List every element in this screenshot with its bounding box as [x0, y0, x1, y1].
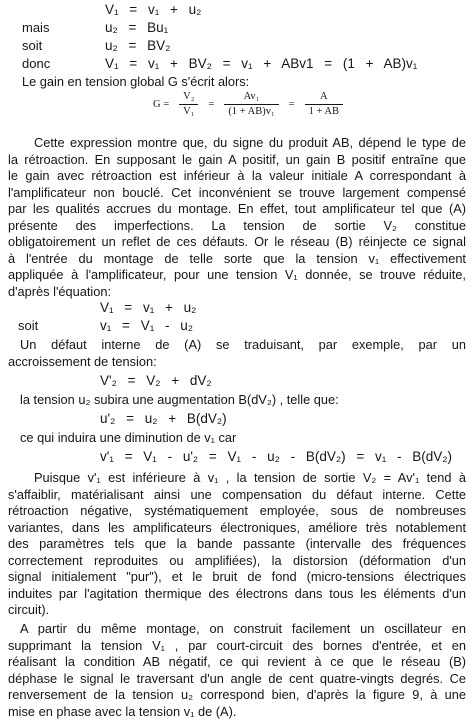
paragraph-line: correctement reproduites ou amplifiées), la distorsion (déformation d'un — [8, 552, 466, 568]
paragraph-line: supprimant la tension V₁ , par court-circuit des bornes d'entrée, et en — [8, 637, 466, 653]
paragraph-line: accroissement de tension: — [8, 353, 157, 369]
paragraph-line: renversement de la tension u₂ correspond bien, d'après la figure 9, à une — [8, 687, 466, 702]
paragraph-line: Un défaut interne de (A) se traduisant, par exemple, par un — [20, 337, 466, 352]
equation-input-voltage: V₁ = v₁ + u₂ — [105, 2, 202, 17]
equation-feedback-increase: u'₂ = u₂ + B(dV₂) — [100, 411, 227, 426]
paragraph-line: le gain avec rétroaction est inférieur à la valeur initiale A correspondant à — [8, 168, 466, 183]
paragraph-line: appliquée à l'amplificateur, pour une tension V₁ donnée, se trouve réduite, — [8, 267, 466, 282]
paragraph-line: d'après l'équation: — [8, 283, 112, 299]
paragraph-line: mise en phase avec la tension v₁ de (A). — [8, 703, 237, 719]
paragraph-line: par les qualités accrues du montage. En effet, tout amplificateur tel que (A) — [8, 201, 466, 216]
paragraph-line: A partir du même montage, on construit facilement un oscillateur en — [20, 621, 466, 636]
paragraph-line: circuit). — [8, 602, 50, 617]
paragraph-line: l'amplificateur non bouclé. Cet inconvénient se trouve largement compensé — [8, 184, 466, 200]
equation-effective-input: v₁ = V₁ - u₂ — [100, 318, 193, 333]
fraction-denominator: (1 + AB)v₁ — [228, 105, 275, 117]
equation-input-decrease: v'₁ = V₁ - u'₂ = V₁ - u₂ - B(dV₂) = v₁ - B(dV₂) — [100, 449, 453, 464]
fraction-numerator: A — [305, 91, 343, 105]
fraction-output-over-input — [179, 91, 198, 118]
formula-lhs: G = — [153, 98, 170, 110]
paragraph-line: des paramètres tels que la bande passante (intervalle des fréquences — [8, 536, 466, 551]
label-mais: mais — [22, 20, 50, 35]
paragraph-line: rétroaction négative, systématiquement employée, sous de nombreuses — [8, 503, 466, 518]
paragraph-line: variantes, dans les amplificateurs électroniques, améliore très notablement — [8, 519, 466, 535]
paragraph-negative-feedback — [8, 470, 466, 619]
formula-equals: = — [208, 98, 215, 110]
feedback-increase-text: la tension u₂ subira une augmentation B(dV₂) , telle que: — [20, 392, 339, 407]
equation-input-voltage-repeat: V₁ = v₁ + u₂ — [100, 300, 197, 315]
paragraph-line: réalisant la condition AB négatif, ce qui revient à ce que le réseau (B) — [8, 654, 466, 669]
paragraph-line: présente des imperfections. La tension de sortie V₂ constitue — [8, 217, 466, 233]
paragraph-line: induites par l'agitation thermique des électrons dans tous les éléments d'un — [8, 585, 466, 601]
label-donc: donc — [22, 56, 51, 71]
fraction-simplified — [305, 91, 343, 118]
paragraph-line: Cette expression montre que, du signe du produit AB, dépend le type de — [34, 135, 466, 150]
fraction-numerator: V₂ — [179, 91, 198, 105]
formula-equals: = — [288, 98, 295, 110]
label-soit: soit — [18, 318, 39, 333]
label-soit: soit — [22, 38, 43, 53]
paragraph-oscillator — [8, 621, 466, 720]
fraction-numerator: Av₁ — [224, 91, 278, 105]
paragraph-feedback-type — [8, 135, 466, 300]
paragraph-line: la rétroaction. En supposant le gain A positif, un gain B positif entraîne que — [8, 151, 466, 167]
paragraph-line: obligatoirement un reflet de ces défauts. Or le réseau (B) réinjecte ce signal — [8, 234, 466, 249]
equation-feedback-output: u₂ = BV₂ — [105, 38, 171, 53]
paragraph-defect — [8, 337, 466, 370]
gain-formula — [150, 89, 350, 119]
equation-feedback-voltage: u₂ = Bu₁ — [105, 20, 169, 35]
paragraph-line: à l'entrée du montage de telle sorte que la tension v₁ effectivement — [8, 250, 466, 266]
input-decrease-text: ce qui induira une diminution de v₁ car — [20, 430, 237, 445]
paragraph-line: déphase le signal le traversant d'un angle de cent quatre-vingts degrés. Ce — [8, 670, 466, 686]
equation-output-increase: V'₂ = V₂ + dV₂ — [100, 373, 212, 388]
fraction-denominator: 1 + AB — [308, 105, 340, 117]
paragraph-line: s'affaiblir, matérialisant ainsi une compensation du défaut interne. Cette — [8, 486, 466, 502]
paragraph-line: signal initialement "pur"), et le bruit de fond (micro-tensions électriques — [8, 569, 466, 584]
paragraph-line: Puisque v'₁ est inférieure à v₁ , la tension de sortie V₂ = Av'₁ tend à — [34, 470, 466, 485]
gain-intro-text: Le gain en tension global G s'écrit alors: — [22, 74, 250, 89]
fraction-denominator: V₁ — [183, 105, 195, 117]
fraction-expanded — [224, 91, 278, 118]
equation-input-expanded: V₁ = v₁ + BV₂ = v₁ + ABv1 = (1 + AB)v₁ — [105, 56, 418, 71]
